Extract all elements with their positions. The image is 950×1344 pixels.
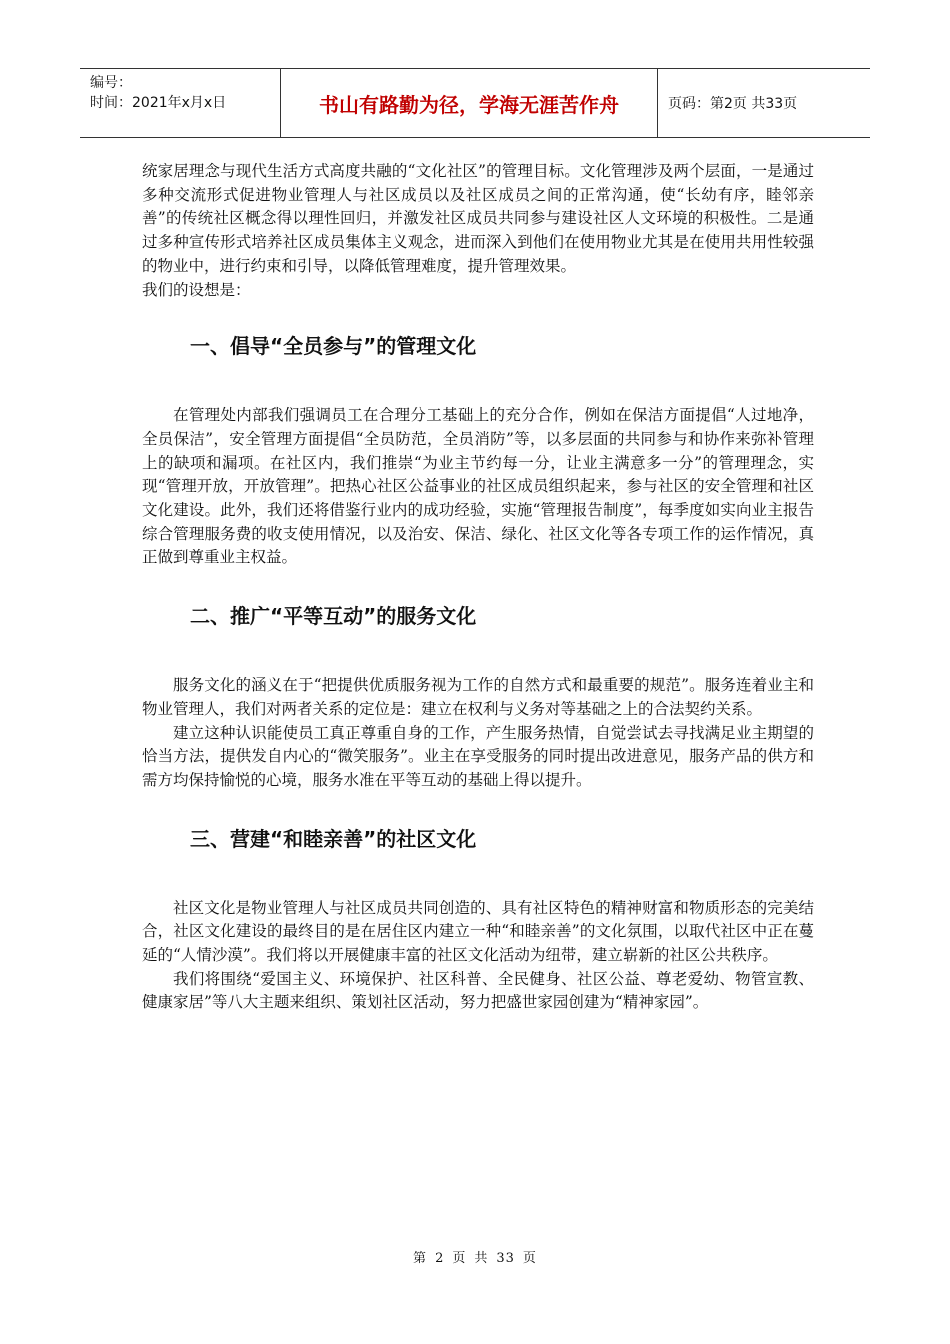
page-header bbox=[80, 68, 870, 138]
header-page-cell bbox=[658, 69, 870, 137]
document-body bbox=[142, 160, 814, 1015]
section-heading-2: 二、推广“平等互动”的服务文化 bbox=[190, 604, 477, 629]
section-3-paragraph-2: 我们将围绕“爱国主义、环境保护、社区科普、全民健身、社区公益、尊老爱幼、物管宣教、健康家居”等八大主题来组织、策划社区活动，努力把盛世家园创建为“精神家园”。 bbox=[142, 969, 814, 1012]
number-label: 编号： bbox=[90, 75, 132, 91]
section-1-paragraph: 在管理处内部我们强调员工在合理分工基础上的充分合作，例如在保洁方面提倡“人过地净，全员保洁”，安全管理方面提倡“全员防范，全员消防”等，以多层面的共同参与和协作来弥补管理上的缺项和漏项。在社区内，我们推崇“为业主节约每一分，让业主满意多一分”的管理理念，实现“管理开放，开放管理”。把热心社区公益事业的社区成员组织起来，参与社区的安全管理和社区文化建设。此外，我们还将借鉴行业内的成功经验，实施“管理报告制度”，每季度如实向业主报告综合管理服务费的收支使用情况，以及治安、保洁、绿化、社区文化等各专项工作的运作情况，真正做到尊重业主权益。 bbox=[142, 406, 814, 567]
section-2-paragraph-2: 建立这种认识能使员工真正尊重自身的工作，产生服务热情，自觉尝试去寻找满足业主期望的恰当方法，提供发自内心的“微笑服务”。业主在享受服务的同时提出改进意见，服务产品的供方和需方均保持愉悦的心境，服务水准在平等互动的基础上得以提升。 bbox=[142, 723, 814, 789]
footer-total-pages: 33 bbox=[496, 1251, 515, 1266]
header-page-info: 页码：第2页 共33页 bbox=[668, 96, 798, 112]
section-3-paragraph-1: 社区文化是物业管理人与社区成员共同创造的、具有社区特色的精神财富和物质形态的完美结合，社区文化建设的最终目的是在居住区内建立一种“和睦亲善”的文化氛围，以取代社区中正在蔓延的“人情沙漠”。我们将以开展健康丰富的社区文化活动为纽带，建立崭新的社区公共秩序。 bbox=[142, 898, 814, 965]
header-motto: 书山有路勤为径，学海无涯苦作舟 bbox=[319, 92, 619, 117]
header-meta bbox=[80, 69, 280, 137]
time-label: 时间：2021年x月x日 bbox=[90, 95, 227, 111]
page-footer bbox=[0, 1247, 950, 1266]
intro-paragraph: 统家居理念与现代生活方式高度共融的“文化社区”的管理目标。文化管理涉及两个层面，一是通过多种交流形式促进物业管理人与社区成员以及社区成员之间的正常沟通，使“长幼有序，睦邻亲善”的传统社区概念得以理性回归，并激发社区成员共同参与建设社区人文环境的积极性。二是通过多种宣传形式培养社区成员集体主义观念，进而深入到他们在使用物业尤其是在使用共用性较强的物业中，进行约束和引导，以降低管理难度，提升管理效果。 bbox=[142, 162, 814, 275]
header-motto-cell bbox=[280, 69, 658, 137]
section-heading-3: 三、营建“和睦亲善”的社区文化 bbox=[190, 826, 477, 851]
footer-di: 第 bbox=[413, 1251, 428, 1266]
section-2-paragraph-1: 服务文化的涵义在于“把提供优质服务视为工作的自然方式和最重要的规范”。服务连着业主和物业管理人，我们对两者关系的定位是：建立在权利与义务对等基础之上的合法契约关系。 bbox=[142, 676, 814, 718]
footer-page-number: 2 bbox=[435, 1251, 445, 1266]
section-heading-1: 一、倡导“全员参与”的管理文化 bbox=[190, 334, 477, 359]
footer-ye: 页 bbox=[452, 1251, 467, 1266]
footer-gong: 共 bbox=[474, 1251, 489, 1266]
footer-ye2: 页 bbox=[522, 1251, 537, 1266]
intro-tail: 我们的设想是： bbox=[142, 280, 251, 299]
